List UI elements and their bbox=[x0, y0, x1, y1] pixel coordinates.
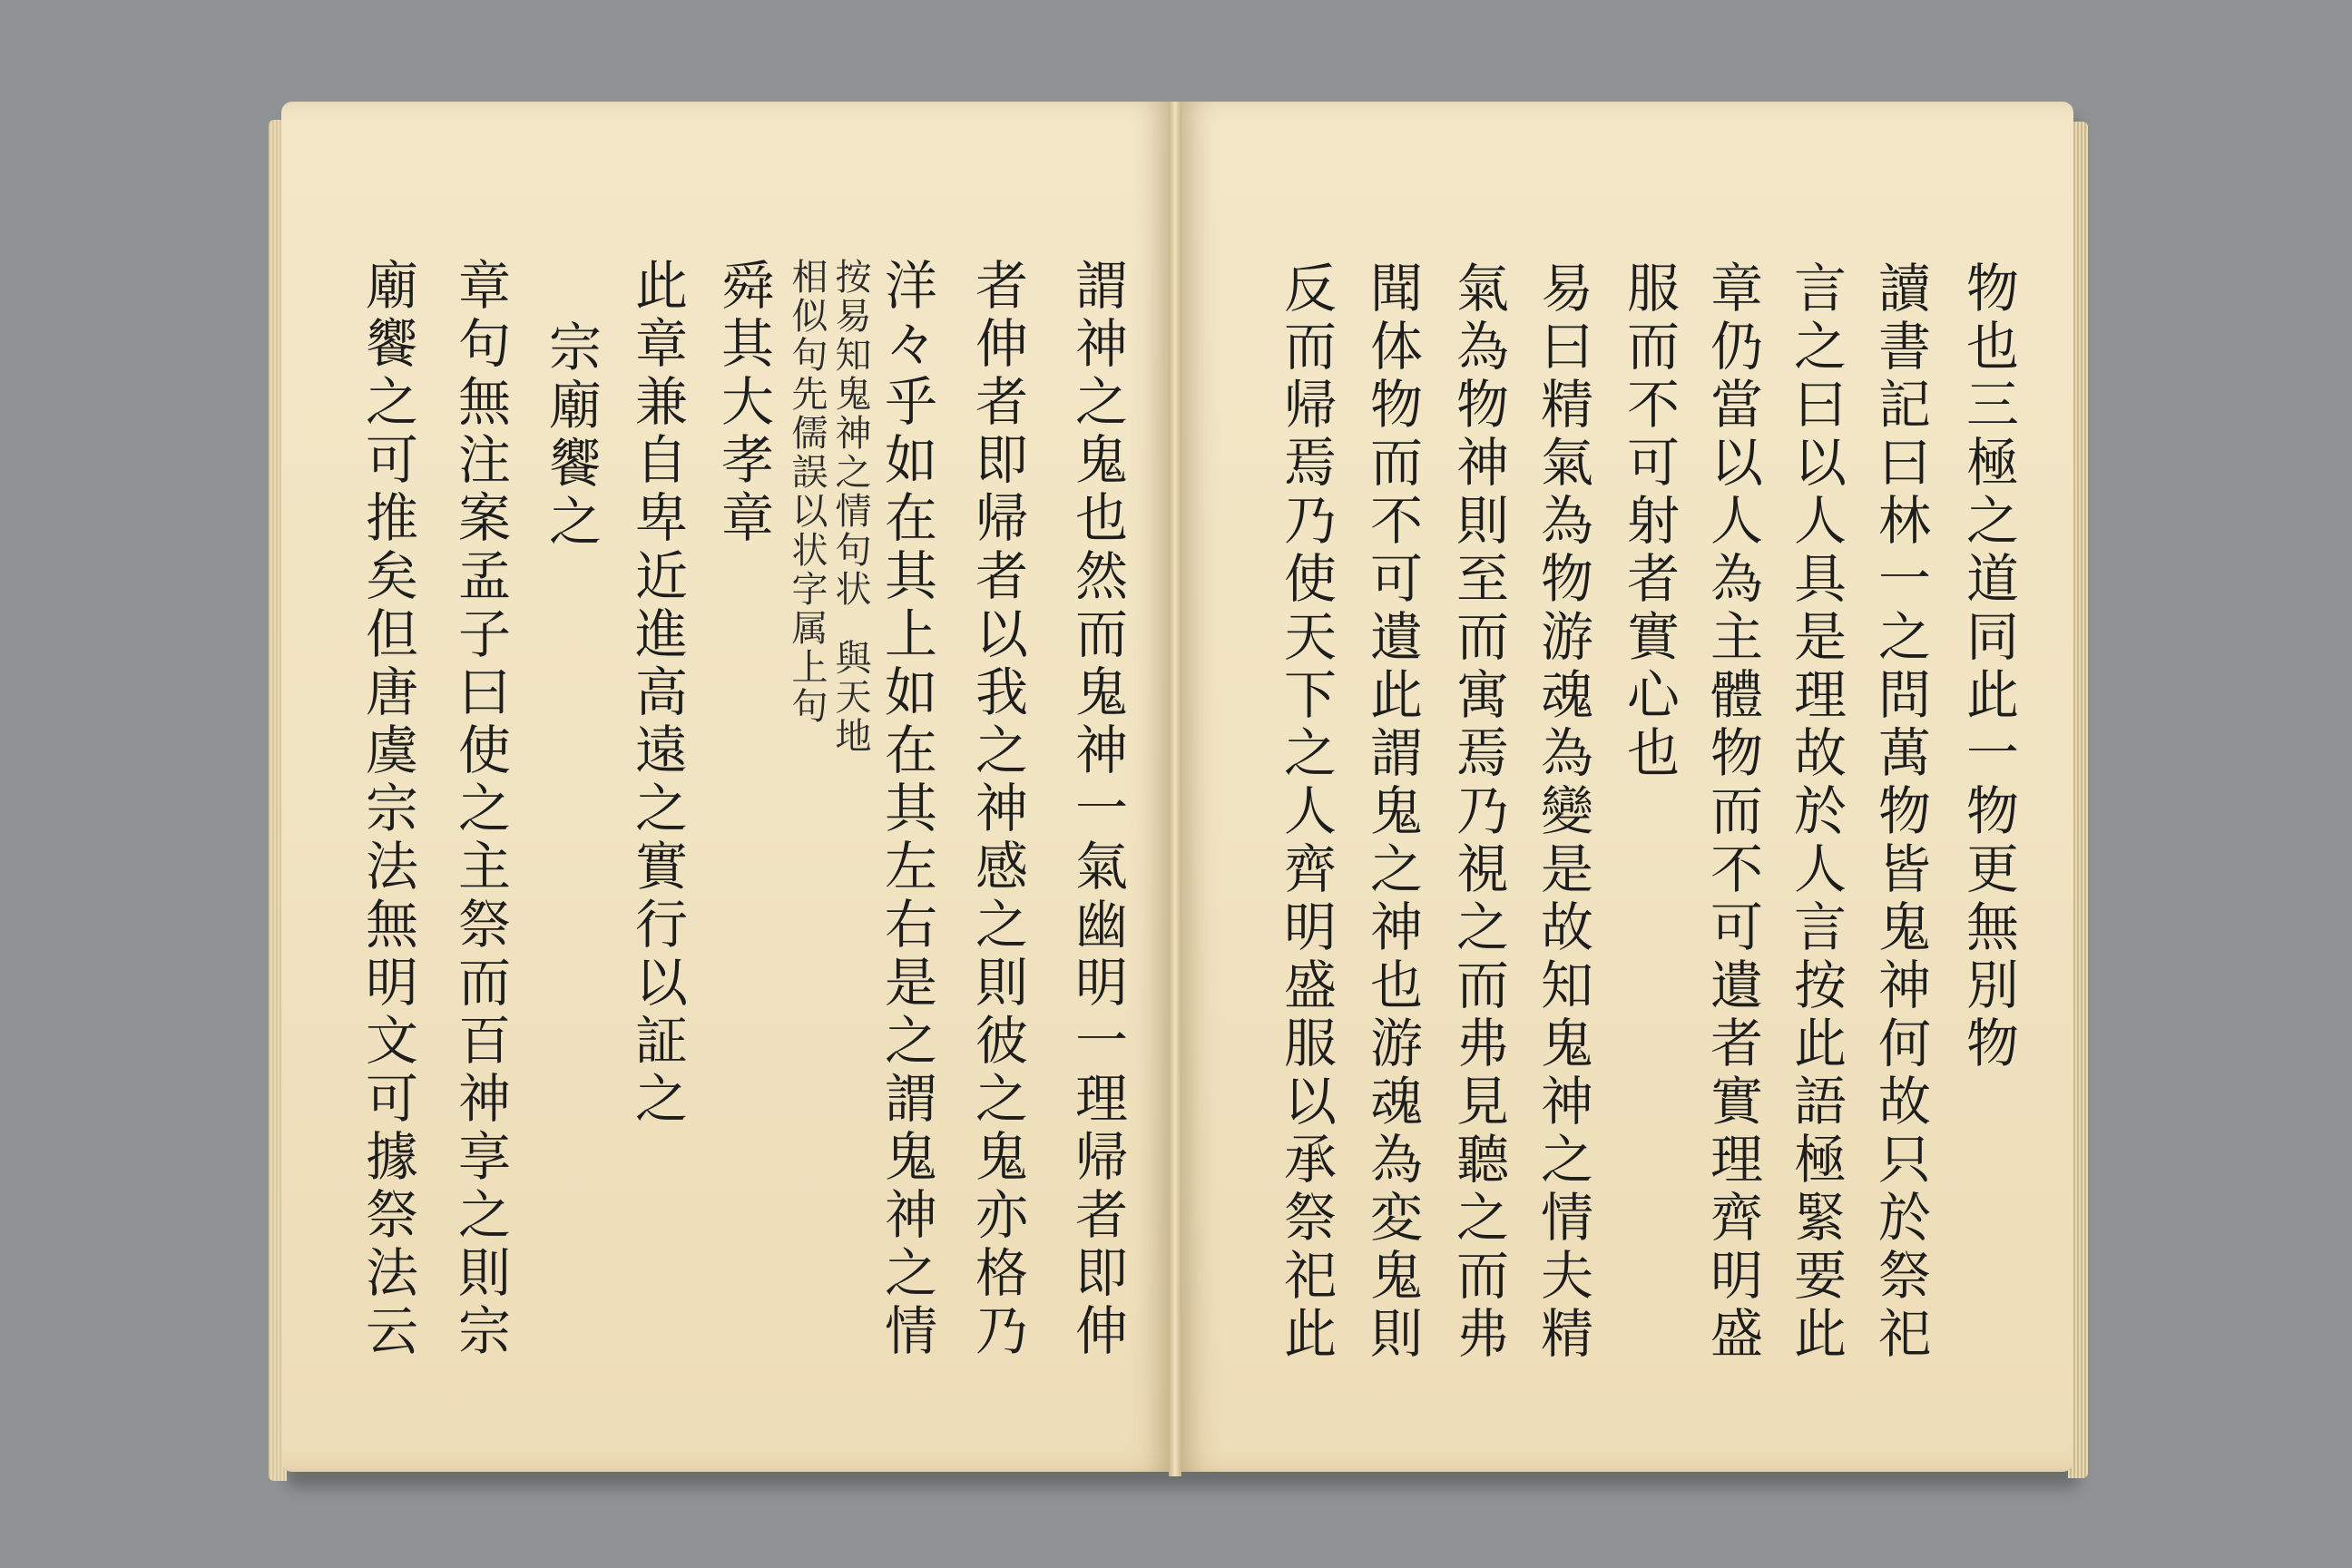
left-column-5: 舜其大孝章 bbox=[712, 258, 774, 548]
right-column-2: 讀書記曰林一之問萬物皆鬼神何故只於祭祀 bbox=[1869, 260, 1931, 1364]
left-column-9: 廟饗之可推矣但唐虞宗法無明文可據祭法云 bbox=[357, 258, 418, 1361]
left-column-2: 者伸者即帰者以我之神感之則彼之鬼亦格乃 bbox=[966, 258, 1028, 1361]
left-column-6: 此章兼自卑近進高遠之實行以証之 bbox=[626, 258, 688, 1129]
right-column-7: 氣為物神則至而寓焉乃視之而弗見聽之而弗 bbox=[1447, 260, 1509, 1364]
book-gutter bbox=[1169, 102, 1181, 1476]
right-page bbox=[1180, 102, 2073, 1472]
right-column-9: 反而帰焉乃使天下之人齊明盛服以承祭祀此 bbox=[1275, 260, 1337, 1364]
annotation-left-line: 相似句先儒誤以状字属上句 bbox=[786, 258, 828, 726]
left-page bbox=[281, 102, 1171, 1472]
left-column-7: 宗廟饗之 bbox=[540, 319, 602, 552]
left-column-8: 章句無注案孟子曰使之主祭而百神享之則宗 bbox=[449, 258, 511, 1361]
left-annotation-pair bbox=[785, 258, 876, 1074]
annotation-tail-line: 與天地 bbox=[829, 639, 871, 756]
annotation-right-line: 按易知鬼神之情句状 bbox=[829, 258, 871, 609]
right-column-8: 聞体物而不可遺此謂鬼之神也游魂為変鬼則 bbox=[1361, 260, 1423, 1364]
right-column-1: 物也三極之道同此一物更無別物 bbox=[1957, 260, 2019, 1073]
left-column-3: 洋々乎如在其上如在其左右是之謂鬼神之情 bbox=[876, 258, 937, 1361]
right-column-5: 服而不可射者實心也 bbox=[1618, 260, 1680, 783]
right-column-4: 章仍當以人為主體物而不可遺者實理齊明盛 bbox=[1701, 260, 1763, 1364]
right-column-3: 言之曰以人具是理故於人言按此語極緊要此 bbox=[1785, 260, 1847, 1364]
open-book bbox=[281, 102, 2073, 1481]
right-column-6: 易曰精氣為物游魂為變是故知鬼神之情夫精 bbox=[1532, 260, 1593, 1364]
left-column-1: 謂神之鬼也然而鬼神一氣幽明一理帰者即伸 bbox=[1066, 258, 1128, 1361]
